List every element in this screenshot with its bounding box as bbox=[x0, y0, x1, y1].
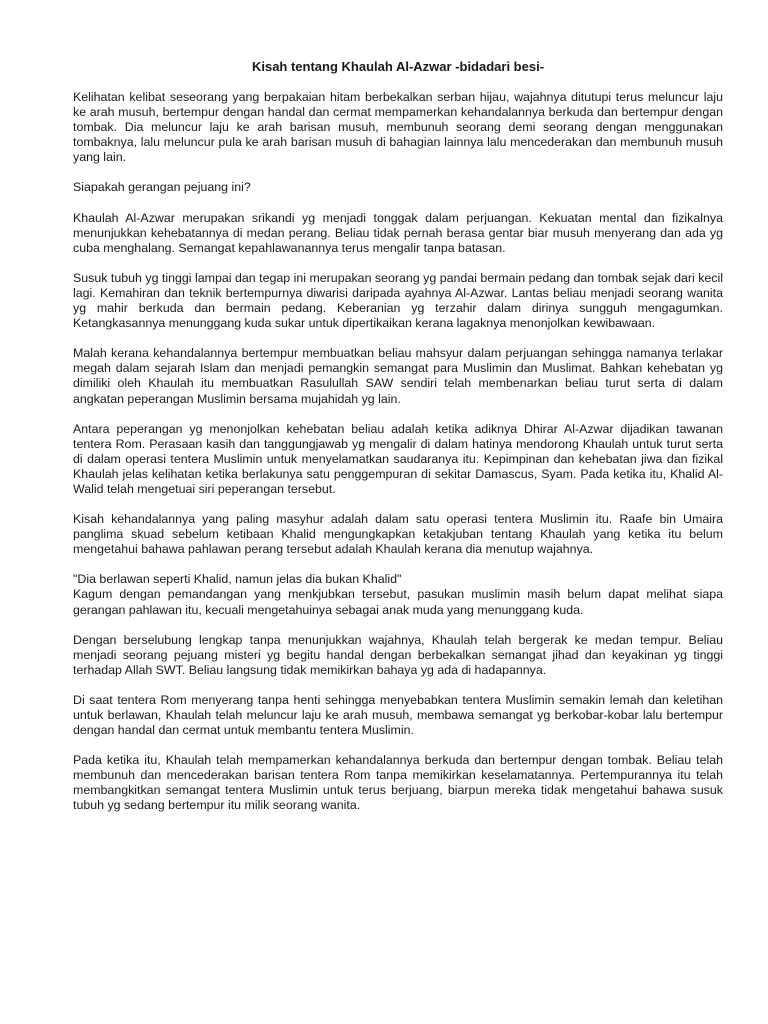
paragraph-text: Pada ketika itu, Khaulah telah mempamerkan kehandalannya berkuda dan bertempur dengan tombak. Beliau telah membunuh dan mencederakan barisan tentera Rom tanpa memikirkan keselamatannya. Pertempurannya itu telah membangkitkan semangat tentera Muslimin untuk terus berjuang, biarpun mereka tidak mengetahui bahawa susuk tubuh yg sedang bertempur itu milik seorang wanita. bbox=[73, 753, 723, 813]
paragraph-text: Siapakah gerangan pejuang ini? bbox=[73, 180, 251, 195]
paragraph bbox=[73, 422, 723, 497]
paragraph-text: Kelihatan kelibat seseorang yang berpakaian hitam berbekalkan serban hijau, wajahnya ditutupi terus meluncur laju ke arah musuh, bertempur dengan handal dan cermat mempamerkan kehandalannya berkuda dan bertempur dengan tombak. Dia meluncur laju ke arah barisan musuh, membunuh seorang demi seorang dengan menggunakan tombaknya, lalu meluncur pula ke arah barisan musuh di bahagian lainnya lalu mencederakan dan membunuh musuh yang lain. bbox=[73, 90, 723, 165]
paragraph bbox=[73, 346, 723, 406]
paragraph bbox=[73, 211, 723, 256]
paragraph-text: Khaulah Al-Azwar merupakan srikandi yg menjadi tonggak dalam perjuangan. Kekuatan mental dan fizikalnya menunjukkan kehebatannya di medan perang. Beliau tidak pernah berasa gentar biar musuh menyerang dan ada yg cuba menghalang. Semangat kepahlawanannya terus mengalir tanpa batasan. bbox=[73, 210, 723, 255]
paragraph-text: Malah kerana kehandalannya bertempur membuatkan beliau mahsyur dalam perjuangan sehingga namanya terlakar megah dalam sejarah Islam dan menjadi pemangkin semangat para Muslimin dan Muslimat. Bahkan kehebatan yg dimiliki oleh Khaulah itu membuatkan Rasulullah SAW sendiri telah membenarkan beliau turut serta di dalam angkatan peperangan Muslimin bersama mujahidah yg lain. bbox=[73, 346, 723, 406]
document-body bbox=[73, 90, 723, 814]
paragraph bbox=[73, 753, 723, 813]
paragraph bbox=[73, 271, 723, 331]
paragraph-text: "Dia berlawan seperti Khalid, namun jelas dia bukan Khalid" bbox=[73, 572, 402, 587]
paragraph-text: Di saat tentera Rom menyerang tanpa henti sehingga menyebabkan tentera Muslimin semakin lemah dan keletihan untuk berlawan, Khaulah telah meluncur laju ke arah musuh, membawa semangat yg berkobar-kobar lalu bertempur dengan handal dan cermat untuk membantu tentera Muslimin. bbox=[73, 692, 723, 738]
paragraph-text: Susuk tubuh yg tinggi lampai dan tegap ini merupakan seorang yg pandai bermain pedang dan tombak sejak dari kecil lagi. Kemahiran dan teknik bertempurnya diwarisi daripada ayahnya Al-Azwar. Lantas beliau menjadi seorang wanita yg mahir berkuda dan bermain pedang. Keberanian yg terzahir dalam dirinya sungguh mengagumkan. Ketangkasannya menunggang kuda sukar untuk dipertikaikan kerana lagaknya menonjolkan kewibawaan. bbox=[73, 270, 723, 331]
paragraph-text: Kagum dengan pemandangan yang menkjubkan tersebut, pasukan muslimin masih belum dapat melihat siapa gerangan pahlawan itu, kecuali mengetahuinya sebagai anak muda yang menunggang kuda. bbox=[73, 587, 723, 617]
paragraph bbox=[73, 512, 723, 557]
paragraph bbox=[73, 693, 723, 738]
paragraph bbox=[73, 572, 723, 617]
document-title: Kisah tentang Khaulah Al-Azwar -bidadari besi- bbox=[251, 59, 545, 74]
paragraph-text: Kisah kehandalannya yang paling masyhur adalah dalam satu operasi tentera Muslimin itu. Raafe bin Umaira panglima skuad sebelum ketibaan Khalid mengungkapkan ketakjuban tentang Khaulah yang ketika itu belum mengetahui bahawa pahlawan perang tersebut adalah Khaulah kerana dia menutup wajahnya. bbox=[73, 512, 723, 557]
paragraph-text: Antara peperangan yg menonjolkan kehebatan beliau adalah ketika adiknya Dhirar Al-Azwar dijadikan tawanan tentera Rom. Perasaan kasih dan tanggungjawab yg mengalir di dalam hatinya mendorong Khaulah untuk turut serta di dalam operasi tentera Muslimin untuk menyelamatkan saudaranya itu. Kepimpinan dan kehebatan jiwa dan fizikal Khaulah jelas kelihatan ketika berlakunya satu penggempuran di sekitar Damascus, Syam. Pada ketika itu, Khalid Al-Walid telah mengetuai siri peperangan tersebut. bbox=[73, 421, 723, 496]
paragraph bbox=[73, 180, 723, 195]
document-page bbox=[73, 58, 723, 829]
paragraph-text: Dengan berselubung lengkap tanpa menunjukkan wajahnya, Khaulah telah bergerak ke medan tempur. Beliau menjadi seorang pejuang misteri yg begitu handal dengan berbekalkan semangat jihad dan keyakinan yg tinggi terhadap Allah SWT. Beliau langsung tidak memikirkan bahaya yg ada di hadapannya. bbox=[73, 632, 723, 677]
paragraph bbox=[73, 90, 723, 165]
paragraph bbox=[73, 633, 723, 678]
